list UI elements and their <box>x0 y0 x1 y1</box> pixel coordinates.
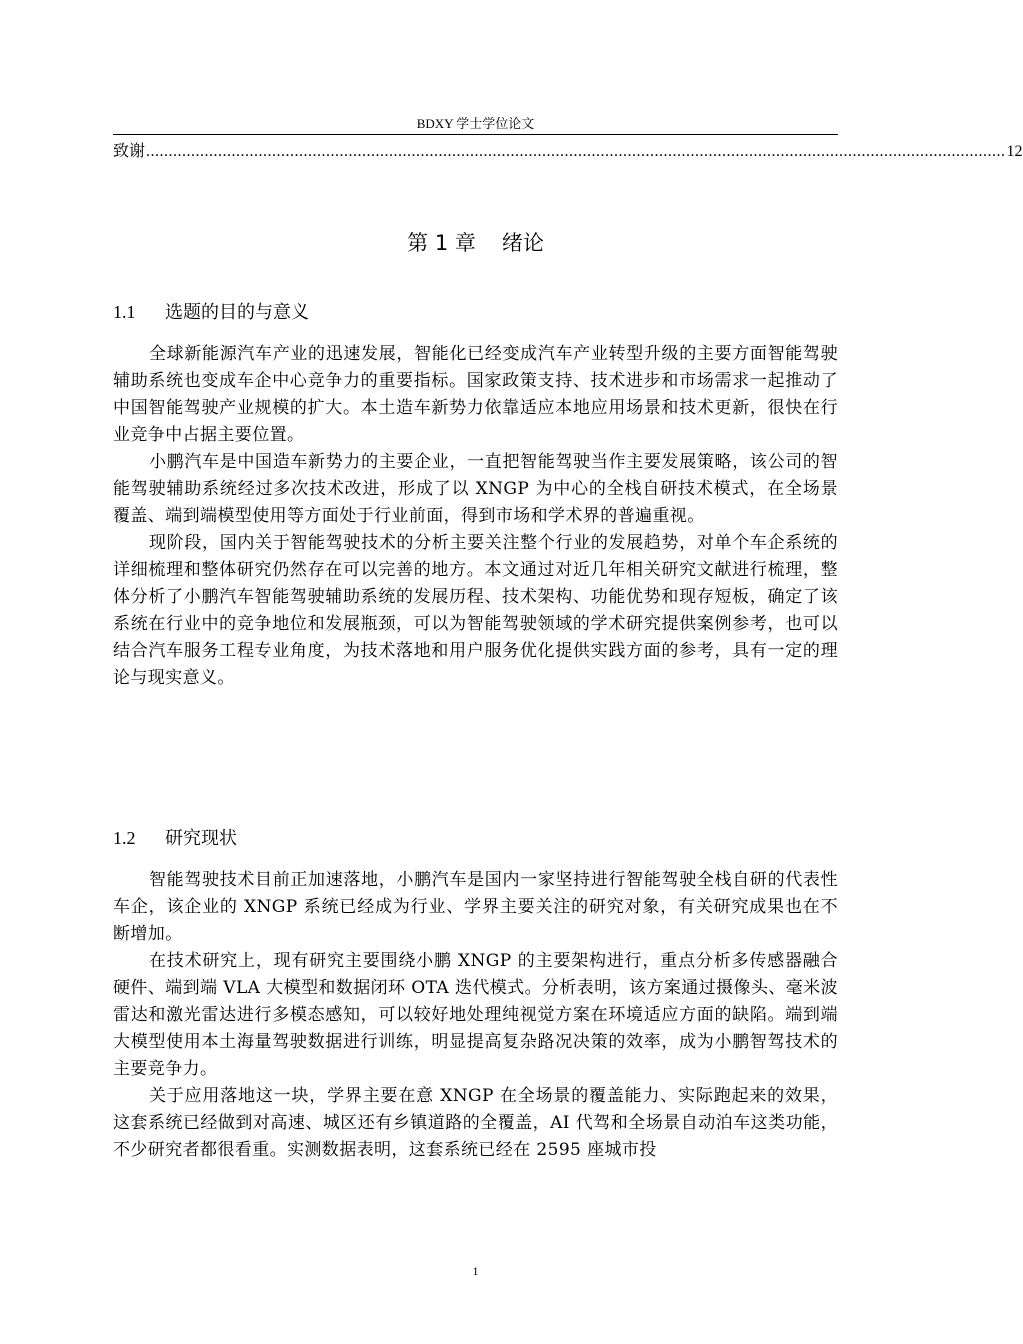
section-title: 研究现状 <box>165 828 237 849</box>
chapter-heading <box>113 229 838 257</box>
section-title: 选题的目的与意义 <box>165 302 309 323</box>
toc-entry-acknowledgements[interactable] <box>113 140 1023 163</box>
body-paragraph: 智能驾驶技术目前正加速落地，小鹏汽车是国内一家坚持进行智能驾驶全栈自研的代表性车企，该企业的 XNGP 系统已经成为行业、学界主要关注的研究对象，有关研究成果也在不断增加。 <box>113 870 838 944</box>
section-heading <box>113 826 838 851</box>
toc-dot-leader: ............................................................................................................................................................................................... <box>146 143 1006 160</box>
section-body <box>113 341 838 692</box>
toc-entry-page: 12 <box>1006 143 1023 160</box>
body-paragraph: 关于应用落地这一块，学界主要在意 XNGP 在全场景的覆盖能力、实际跑起来的效果，这套系统已经做到对高速、城区还有乡镇道路的全覆盖，AI 代驾和全场景自动泊车这类功能，不少研究者都很看重。实测数据表明，这套系统已经在 2595 座城市投 <box>113 1086 838 1160</box>
section-number: 1.2 <box>113 828 136 848</box>
body-paragraph: 现阶段，国内关于智能驾驶技术的分析主要关注整个行业的发展趋势，对单个车企系统的详细梳理和整体研究仍然存在可以完善的地方。本文通过对近几年相关研究文献进行梳理，整体分析了小鹏汽车智能驾驶辅助系统的发展历程、技术架构、功能优势和现存短板，确定了该系统在行业中的竞争地位和发展瓶颈，可以为智能驾驶领域的学术研究提供案例参考，也可以结合汽车服务工程专业角度，为技术落地和用户服务优化提供实践方面的参考，具有一定的理论与现实意义。 <box>113 533 838 688</box>
chapter-title: 绪论 <box>501 231 544 255</box>
header-rule <box>113 134 838 135</box>
body-paragraph: 全球新能源汽车产业的迅速发展，智能化已经变成汽车产业转型升级的主要方面智能驾驶辅助系统也变成车企中心竞争力的重要指标。国家政策支持、技术进步和市场需求一起推动了中国智能驾驶产业规模的扩大。本土造车新势力依靠适应本地应用场景和技术更新，很快在行业竞争中占据主要位置。 <box>113 344 838 445</box>
section-body <box>113 867 838 1164</box>
section-heading <box>113 300 838 325</box>
toc-entry-label: 致谢 <box>113 141 146 160</box>
chapter-number: 第 1 章 <box>407 231 476 255</box>
body-paragraph: 在技术研究上，现有研究主要围绕小鹏 XNGP 的主要架构进行，重点分析多传感器融合硬件、端到端 VLA 大模型和数据闭环 OTA 迭代模式。分析表明，该方案通过摄像头、毫米波雷达和激光雷达进行多模态感知，可以较好地处理纯视觉方案在环境适应方面的缺陷。端到端大模型使用本土海量驾驶数据进行训练，明显提高复杂路况决策的效率，成为小鹏智驾技术的主要竞争力。 <box>113 951 838 1079</box>
section-number: 1.1 <box>113 302 136 322</box>
running-header: BDXY 学士学位论文 <box>416 116 535 131</box>
page-number: 1 <box>472 1264 479 1278</box>
body-paragraph: 小鹏汽车是中国造车新势力的主要企业，一直把智能驾驶当作主要发展策略，该公司的智能驾驶辅助系统经过多次技术改进，形成了以 XNGP 为中心的全栈自研技术模式，在全场景覆盖、端到端模型使用等方面处于行业前面，得到市场和学术界的普遍重视。 <box>113 452 838 526</box>
